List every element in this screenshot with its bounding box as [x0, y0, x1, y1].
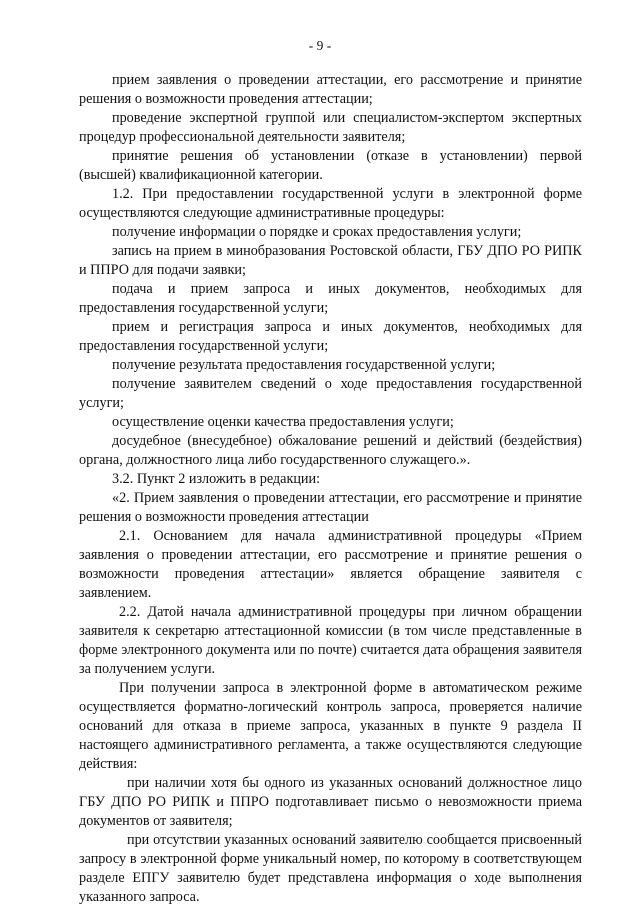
paragraph: получение заявителем сведений о ходе предоставления государственной услуги;	[79, 376, 582, 411]
paragraph: осуществление оценки качества предоставления услуги;	[112, 414, 454, 430]
paragraph: подача и прием запроса и иных документов, необходимых для предоставления государственной услуги;	[79, 281, 582, 316]
paragraph: «2. Прием заявления о проведении аттестации, его рассмотрение и принятие решения о возможности проведения аттестации	[79, 490, 582, 525]
paragraph: 3.2. Пункт 2 изложить в редакции:	[112, 471, 321, 487]
paragraph: при наличии хотя бы одного из указанных оснований должностное лицо ГБУ ДПО РО РИПК и ППРО подготавливает письмо о невозможности приема документов от заявителя;	[79, 775, 582, 829]
paragraph: 2.1. Основанием для начала административной процедуры «Прием заявления о проведении аттестации, его рассмотрение и принятие решения о возможности проведения аттестации» является обращение заявителя с заявлением.	[79, 528, 582, 601]
page-number: - 9 -	[308, 38, 332, 53]
paragraph: 2.2. Датой начала административной процедуры при личном обращении заявителя к секретарю аттестационной комиссии (в том числе представленные в форме электронного документа или по почте) считается дата обращения заявителя за получением услуги.	[79, 604, 582, 677]
paragraph: принятие решения об установлении (отказе в установлении) первой (высшей) квалификационной категории.	[79, 148, 582, 183]
paragraph: досудебное (внесудебное) обжалование решений и действий (бездействия) органа, должностного лица либо государственного служащего.».	[79, 433, 582, 468]
document-body	[79, 71, 582, 907]
paragraph: прием и регистрация запроса и иных документов, необходимых для предоставления государственной услуги;	[79, 319, 582, 354]
paragraph: 1.2. При предоставлении государственной услуги в электронной форме осуществляются следующие административные процедуры:	[79, 186, 582, 221]
paragraph: получение информации о порядке и сроках предоставления услуги;	[112, 224, 522, 240]
paragraph: запись на прием в минобразования Ростовской области, ГБУ ДПО РО РИПК и ППРО для подачи заявки;	[79, 243, 582, 278]
paragraph: получение результата предоставления государственной услуги;	[112, 357, 496, 373]
paragraph: прием заявления о проведении аттестации, его рассмотрение и принятие решения о возможности проведения аттестации;	[79, 72, 582, 107]
paragraph: При получении запроса в электронной форме в автоматическом режиме осуществляется форматно-логический контроль запроса, проверяется наличие оснований для отказа в приеме запроса, указанных в пункте 9 раздела II настоящего административного регламента, а также осуществляются следующие действия:	[79, 680, 582, 772]
paragraph: при отсутствии указанных оснований заявителю сообщается присвоенный запросу в электронной форме уникальный номер, по которому в соответствующем разделе ЕПГУ заявителю будет представлена информация о ходе выполнения указанного запроса.	[79, 832, 582, 905]
paragraph: проведение экспертной группой или специалистом-экспертом экспертных процедур профессиональной деятельности заявителя;	[79, 110, 582, 145]
